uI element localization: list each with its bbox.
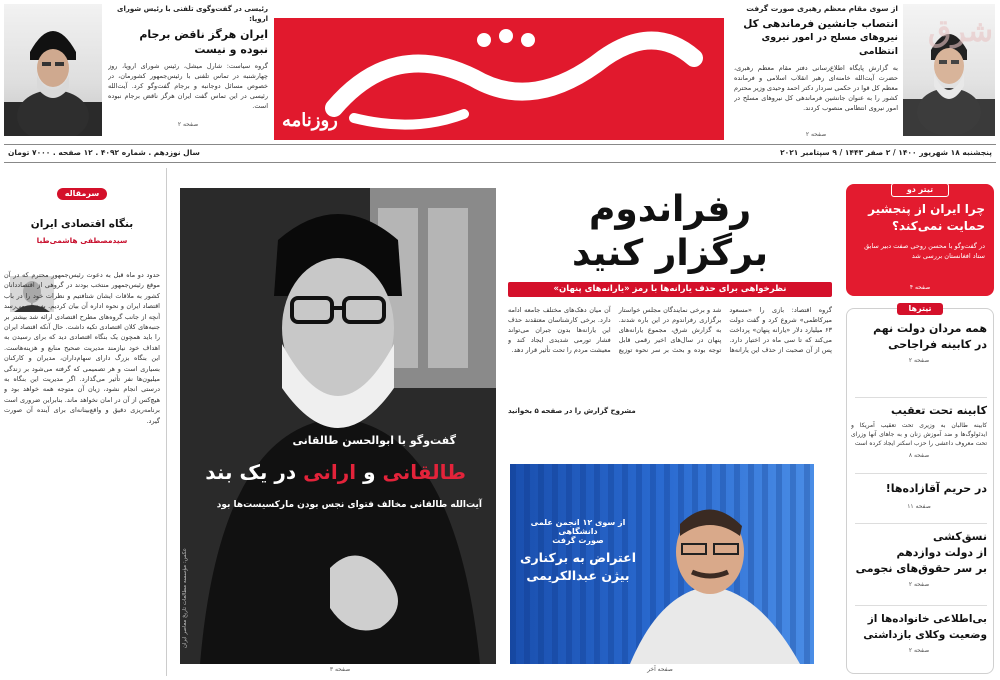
kicker: از سوی مقام معظم رهبری صورت گرفت [746,4,898,13]
headline-line-2: نیروهای مسلح در امور نیروی انتظامی [761,32,898,57]
sidebar-headlines-label: تیترها [897,303,943,315]
page-ref: صفحه ۸ [908,452,930,459]
sidebar-top-box[interactable] [846,184,994,296]
page-ref: صفحه ۲ [908,357,930,364]
sidebar-item[interactable] [851,403,987,459]
sidebar-divider [855,473,987,474]
sidebar-item[interactable] [851,529,987,588]
sidebar-item-body: کابینه طالبان به وزیری تحت تعقیب آمریکا و ایدئولوگ‌ها و ضد آموزش زنان و به جاهای آنها وزرای تحت معروف داعشی را حزب اسکنر ایجاد کرده است [851,422,987,447]
headline-line-2: نبوده و نیست [194,43,268,56]
president-portrait [4,4,102,136]
headline-part-b: ارانی [303,460,357,484]
headline-line-2: در کابینه فراجاحی [888,338,987,351]
date-line: پنجشنبه ۱۸ شهریور ۱۴۰۰ / ۲ صفر ۱۴۴۳ / ۹ سپتامبر ۲۰۲۱ [780,148,992,157]
photo-story[interactable] [510,464,814,664]
editorial-title: بنگاه اقتصادی ایران [30,218,134,230]
headline [734,17,898,59]
page-ref: صفحه ۲ [177,121,199,128]
masthead-divider-bottom [4,162,996,163]
sidebar-item-headline: در حریم آقازاده‌ها! [885,482,987,495]
feature-subtitle: آیت‌الله طالقانی مخالف فتوای نجس بودن مارکسیست‌ها بود [216,500,482,510]
headline-part-and: و [356,460,383,484]
story-body: گروه سیاست: شارل میشل، رئیس شورای اروپا، روز چهارشنبه در تماس تلفنی با رئیس‌جمهور کشورمان، در خصوص مسائل دوجانبه و برجام گفت‌وگو کرد. آیت‌الله رئیسی در این تماس گفت ایران هرگز ناقض برجام نبوده است. [108,62,268,110]
issue-line: سال نوزدهم . شماره ۴۰۹۲ . ۱۲ صفحه . ۷۰۰۰ تومان [8,148,200,157]
sidebar-item[interactable] [851,321,987,364]
sidebar-divider [855,397,987,398]
sidebar-item-headline [851,529,987,577]
headline-line-1: ایران هرگز ناقض برجام [139,28,268,41]
page-ref: صفحه ۲ [805,131,827,138]
headline-line-1: اعتراض به برکناری [520,550,636,565]
headline-line-2: حمایت نمی‌کند؟ [891,219,985,233]
sidebar-divider [855,605,987,606]
photo-story-page-ref: صفحه آخر [647,666,673,673]
feature-page-ref: صفحه ۳ [329,666,351,673]
top-right-story[interactable] [734,4,898,140]
brand-small: روزنامه [282,110,338,131]
headline-line-1: چرا ایران از پنجشیر [868,202,985,216]
feature-kicker: گفت‌وگو با ابوالحسن طالقانی [292,434,456,447]
sidebar-top-label: تیتر دو [891,183,949,197]
page-ref: صفحه ۱۱ [907,503,931,510]
sidebar-item-headline: کابینه تحت تعقیب [890,404,987,417]
editorial-author: سیدمصطفی هاشمی‌طبا [36,236,128,245]
feature-photo-credit: عکس: مؤسسه مطالعات تاریخ معاصر ایران [182,548,188,649]
top-left-story[interactable] [108,4,268,140]
headline-line-1: بی‌اطلاعی خانواده‌ها از [867,613,987,625]
headline-part-a: طالقانی [382,460,466,484]
sidebar-top-page-ref: صفحه ۴ [909,284,931,291]
sidebar-item[interactable] [851,481,987,510]
kicker: رئیسی در گفت‌وگوی تلفنی با رئیس شورای اروپا: [117,5,268,23]
column-divider [166,168,167,676]
main-story-continuation[interactable]: مشروح گزارش را در صفحه ۵ بخوانید [508,407,636,415]
masthead-watermark: شرق [928,14,993,49]
feature-story[interactable] [180,188,496,664]
headline-part-c: در یک بند [205,460,304,484]
page-ref: صفحه ۲ [908,581,930,588]
headline-line-2: بیژن عبدالکریمی [526,568,630,583]
editorial-label: سرمقاله [57,188,107,200]
main-headline-line-1: رفراندوم [588,189,752,230]
sidebar-top-headline [853,201,985,235]
sidebar-top-body: در گفت‌وگو با محسن روحی صفت دبیر سابق ستاد افغانستان بررسی شد [864,242,985,260]
headline-line-1: نسق‌کشی [933,530,987,543]
kicker-line-2: صورت گرفت [552,536,604,545]
headline [108,27,268,57]
main-headline-line-2: برگزار کنید [572,233,768,274]
headline-line-2: وضعیت وکلای بازداشتی [863,629,987,641]
main-story-body: گروه اقتصاد: بازی را «مسعود میرکاظمی» شروع کرد و گفت دولت ۶۳ میلیارد دلار «یارانه پنهان» پرداخت می‌کند که تا سی ماه در اختیار دارد. پس از آن صحبت از حذف این یارانه‌ها شد و برخی نمایندگان مجلس خواستار برگزاری رفراندوم در این باره شدند. به گزارش شرق، مجموع یارانه‌های پنهان در سال‌های اخیر رقمی قابل توجه بوده و بحث بر سر نحوه توزیع آن میان دهک‌های مختلف جامعه ادامه دارد. برخی کارشناسان معتقدند حذف این یارانه‌ها بدون جبران می‌تواند فشار تورمی شدیدی ایجاد کند و معیشت مردم را تحت تأثیر قرار دهد. [508,306,832,354]
photo-story-text [518,518,638,585]
story-body: به گزارش پایگاه اطلاع‌رسانی دفتر مقام معظم رهبری، حضرت آیت‌الله خامنه‌ای رهبر انقلاب اسلامی و فرمانده معظم کل قوا در حکمی سردار دکتر احمد وحیدی وزیر محترم کشور را به عنوان جانشین فرماندهی کل نیروهای مسلح در امور نیروی انتظامی منصوب کردند. [734,64,898,112]
kicker-line-1: از سوی ۱۲ انجمن علمی دانشگاهی [530,518,626,536]
main-story[interactable] [508,188,832,456]
sidebar-divider [855,523,987,524]
main-subtitle: نظرخواهی برای حذف یارانه‌ها با رمز «یارانه‌های پنهان» [508,282,832,297]
editorial-body: حدود دو ماه قبل به دعوت رئیس‌جمهور محترم که در آن موقع رئیس‌جمهور منتخب بودند در گروهی از اقتصاددانان کشور به ملاقات ایشان شتافتیم و نظرات خود را در باب اقتصاد ایران و نحوه اداره آن بیان کردیم. به نظر می‌رسد آنچه از جانب گروه‌های مطرح اقتصادی ارائه شد بیشتر بر جنبه‌های کلان اقتصادی تکیه داشت. حال آنکه اقتصاد ایران را باید همچون یک بنگاه اقتصادی دید که برای رسیدن به اهداف خود نیازمند مدیریت صحیح منابع و هزینه‌هاست. این بنگاه بزرگ دارای سهام‌داران، مدیران و کارکنان بسیاری است و هر تصمیمی که گرفته می‌شود بر زندگی میلیون‌ها نفر تأثیر می‌گذارد. اگر مدیریت این بنگاه به درستی انجام نشود، زیان آن متوجه همه خواهد بود و هیچ‌کس از آن در امان نخواهد ماند. بنابراین ضروری است برنامه‌ریزی دقیق و واقع‌بینانه‌ای برای آینده آن صورت گیرد. [4,271,160,425]
sidebar-headlines-box [846,304,994,674]
president-portrait-icon [4,4,102,136]
feature-headline [205,460,466,484]
masthead-divider-top [4,144,996,145]
headline-line-1: همه مردان دولت نهم [873,322,987,335]
headline-line-1: انتصاب جانشین فرماندهی کل [743,18,898,30]
headline-line-3: بر سر حقوق‌های نجومی [855,562,987,575]
page-ref: صفحه ۲ [908,647,930,654]
editorial[interactable] [4,188,160,676]
sidebar-item-headline [851,611,987,643]
sidebar-item[interactable] [851,611,987,654]
headline-line-2: از دولت دوازدهم [896,546,987,559]
masthead-banner [274,18,724,140]
main-headline [508,188,832,276]
portrait-photo-icon [180,188,496,664]
sidebar-item-headline [851,321,987,353]
